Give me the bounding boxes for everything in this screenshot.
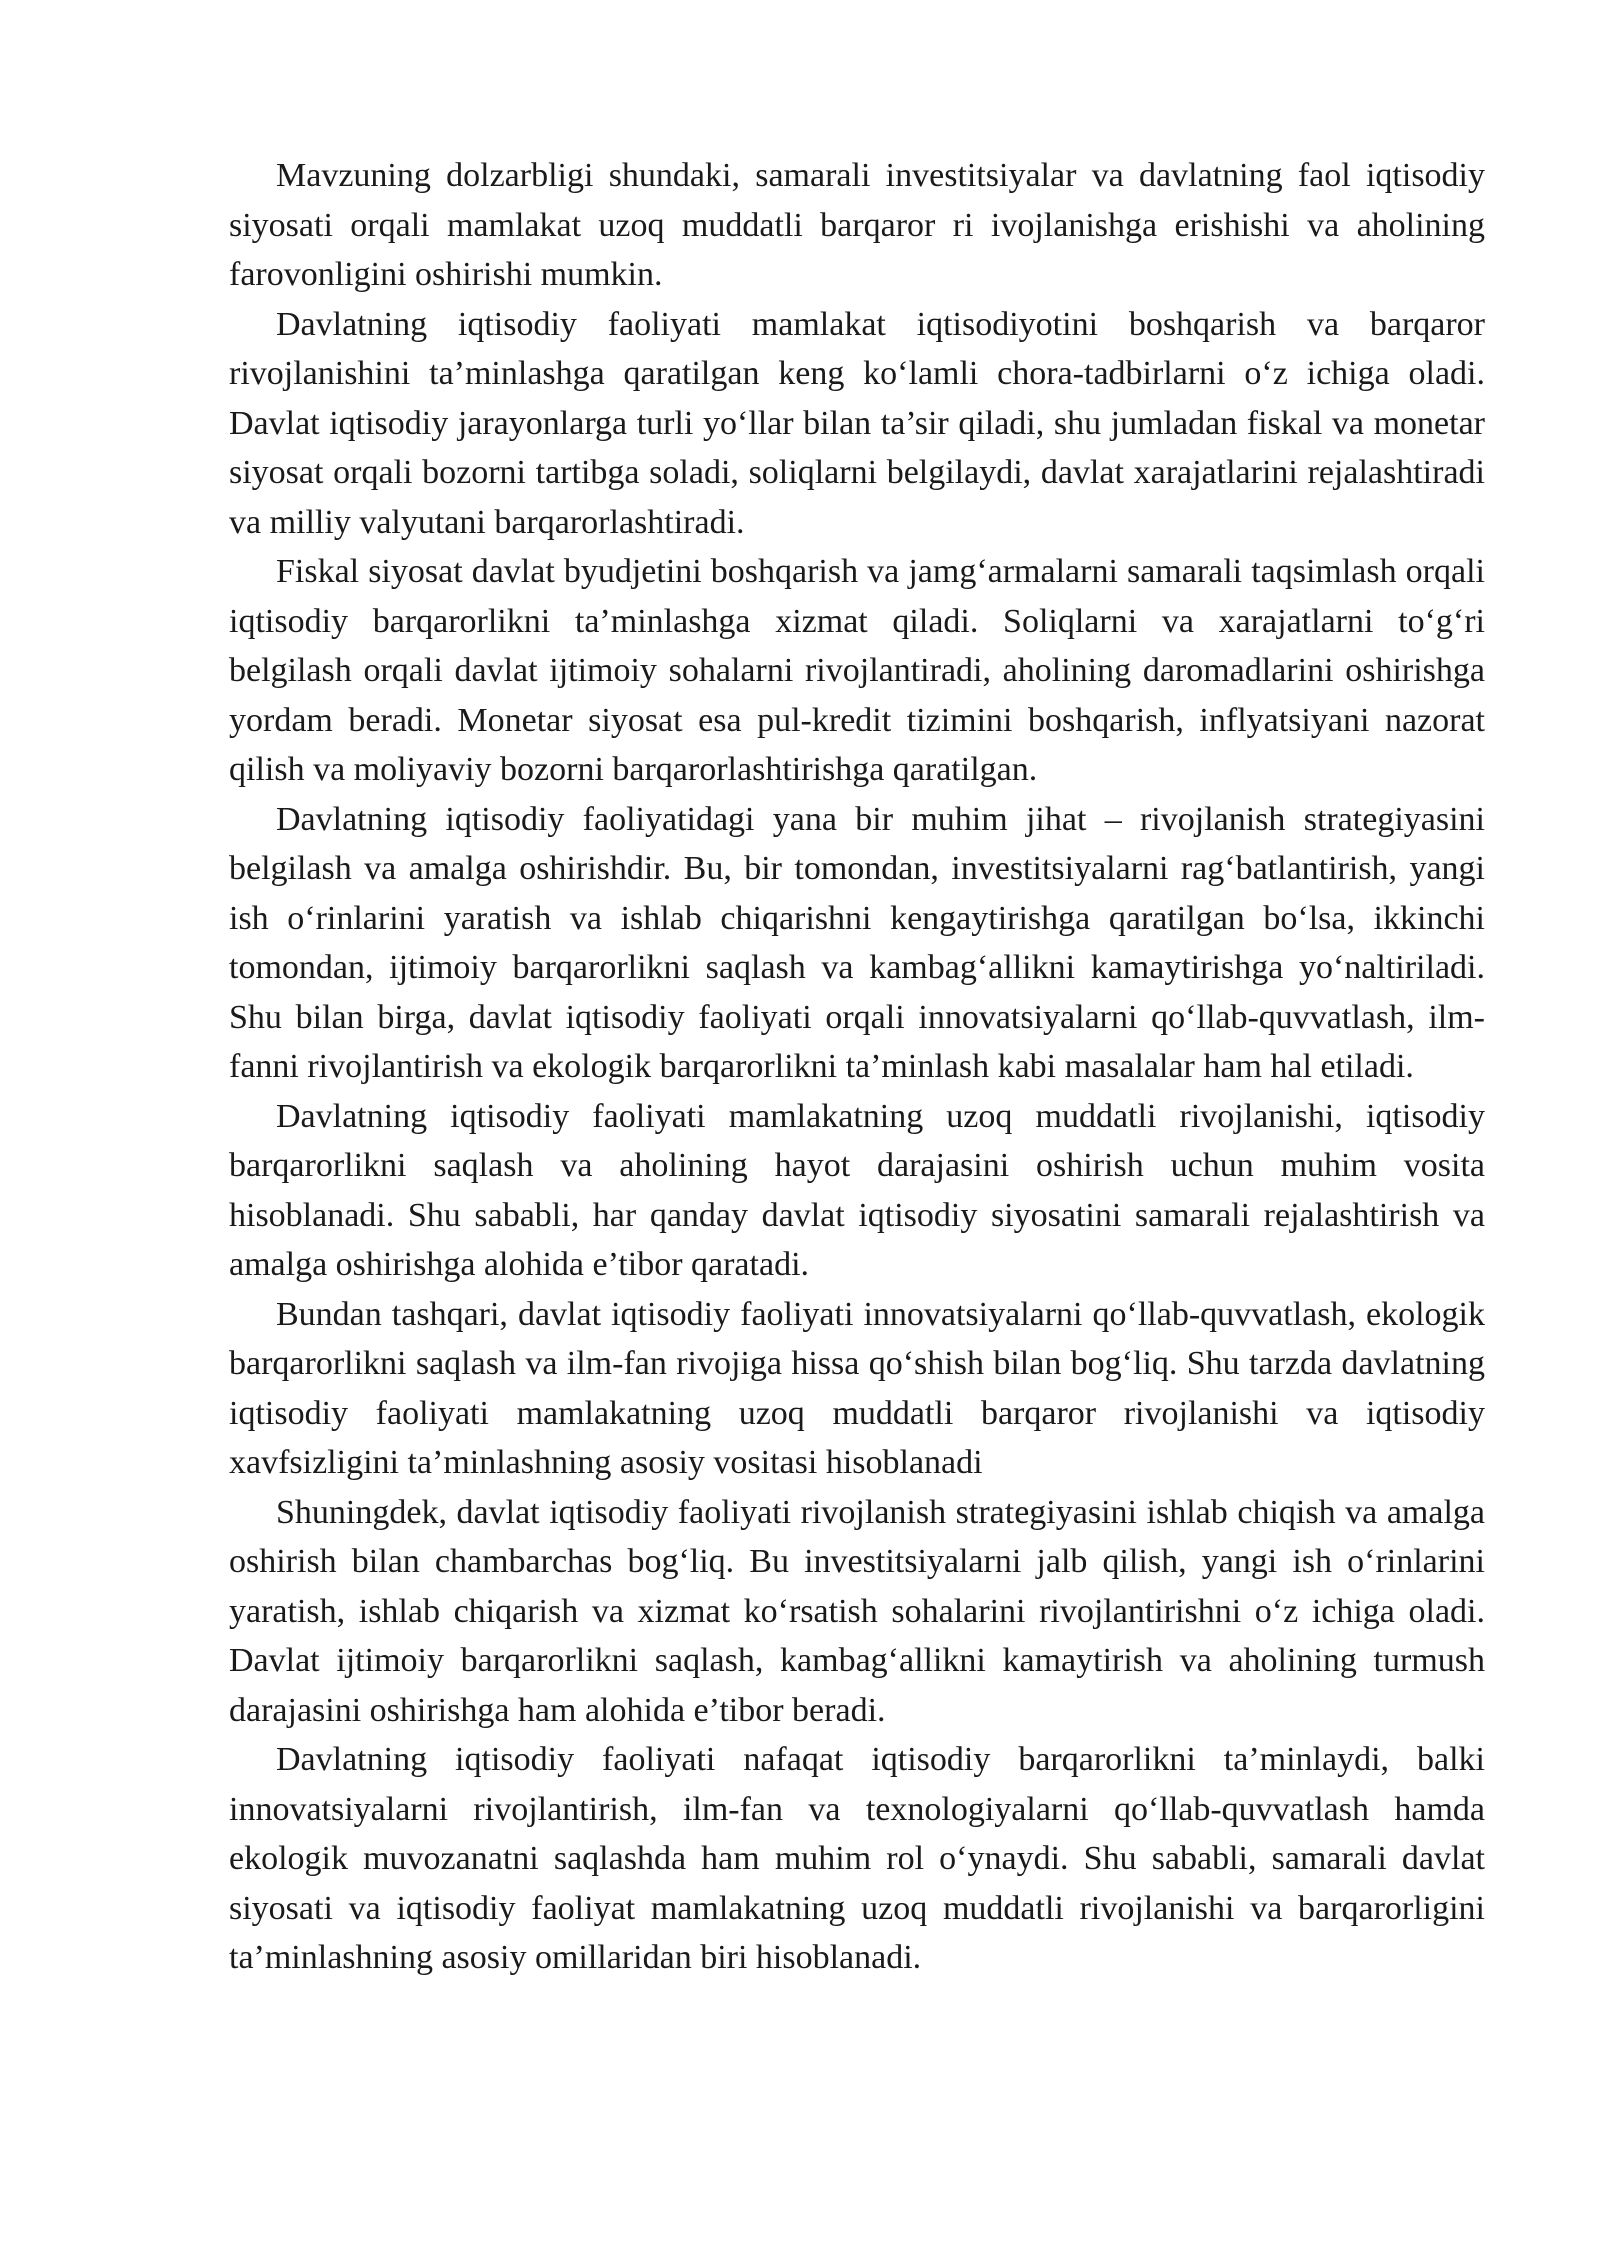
paragraph-long-term-development: Davlatning iqtisodiy faoliyati mamlakatning uzoq muddatli rivojlanishi, iqtisodiy barqarorlikni saqlash va aholining hayot darajasini oshirish uchun muhim vosita hisoblanadi. Shu sababli, har qanday davlat iqtisodiy siyosatini samarali rejalashtirish va amalga oshirishga alohida e’tibor qaratadi. xyxy=(229,1097,1485,1283)
paragraph-fiscal-policy: Fiskal siyosat davlat byudjetini boshqarish va jamg‘armalarni samarali taqsimlash orqali iqtisodiy barqarorlikni ta’minlashga xizmat qiladi. Soliqlarni va xarajatlarni to‘g‘ri belgilash orqali davlat ijtimoiy sohalarni rivojlantiradi, aholining daromadlarini oshirishga yordam beradi. Monetar siyosat esa pul-kredit tizimini boshqarish, inflyatsiyani nazorat qilish va moliyaviy bozorni barqarorlashtirishga qaratilgan. xyxy=(229,553,1485,788)
paragraph-conclusion: Davlatning iqtisodiy faoliyati nafaqat iqtisodiy barqarorlikni ta’minlaydi, balki innovatsiyalarni rivojlantirish, ilm-fan va texnologiyalarni qo‘llab-quvvatlash hamda ekologik muvozanatni saqlashda ham muhim rol o‘ynaydi. Shu sababli, samarali davlat siyosati va iqtisodiy faoliyat mamlakatning uzoq muddatli rivojlanishi va barqarorligini ta’minlashning asosiy omillaridan biri hisoblanadi. xyxy=(229,1741,1485,1976)
paragraph-state-economic-activity: Davlatning iqtisodiy faoliyati mamlakat iqtisodiyotini boshqarish va barqaror rivojlanishini ta’minlashga qaratilgan keng ko‘lamli chora-tadbirlarni o‘z ichiga oladi. Davlat iqtisodiy jarayonlarga turli yo‘llar bilan ta’sir qiladi, shu jumladan fiskal va monetar siyosat orqali bozorni tartibga soladi, soliqlarni belgilaydi, davlat xarajatlarini rejalashtiradi va milliy valyutani barqarorlashtiradi. xyxy=(229,305,1485,541)
paragraph-development-strategy: Davlatning iqtisodiy faoliyatidagi yana bir muhim jihat – rivojlanish strategiyasini belgilash va amalga oshirishdir. Bu, bir tomondan, investitsiyalarni rag‘batlantirish, yangi ish o‘rinlarini yaratish va ishlab chiqarishni kengaytirishga qaratilgan bo‘lsa, ikkinchi tomondan, ijtimoiy barqarorlikni saqlash va kambag‘allikni kamaytirishga yo‘naltiriladi. Shu bilan birga, davlat iqtisodiy faoliyati orqali innovatsiyalarni qo‘llab-quvvatlash, ilm-fanni rivojlantirish va ekologik barqarorlikni ta’minlash kabi masalalar ham hal etiladi. xyxy=(229,800,1485,1085)
document-body xyxy=(229,151,1485,1983)
paragraph-relevance: Mavzuning dolzarbligi shundaki, samarali investitsiyalar va davlatning faol iqtisodiy siyosati orqali mamlakat uzoq muddatli barqaror ri ivojlanishga erishishi va aholining farovonligini oshirishi mumkin. xyxy=(229,157,1485,293)
paragraph-strategy-implementation: Shuningdek, davlat iqtisodiy faoliyati rivojlanish strategiyasini ishlab chiqish va amalga oshirish bilan chambarchas bog‘liq. Bu investitsiyalarni jalb qilish, yangi ish o‘rinlarini yaratish, ishlab chiqarish va xizmat ko‘rsatish sohalarini rivojlantirishni o‘z ichiga oladi. Davlat ijtimoiy barqarorlikni saqlash, kambag‘allikni kamaytirish va aholining turmush darajasini oshirishga ham alohida e’tibor beradi. xyxy=(229,1493,1485,1729)
paragraph-innovation-support: Bundan tashqari, davlat iqtisodiy faoliyati innovatsiyalarni qo‘llab-quvvatlash, ekologik barqarorlikni saqlash va ilm-fan rivojiga hissa qo‘shish bilan bog‘liq. Shu tarzda davlatning iqtisodiy faoliyati mamlakatning uzoq muddatli barqaror rivojlanishi va iqtisodiy xavfsizligini ta’minlashning asosiy vositasi hisoblanadi xyxy=(229,1295,1485,1481)
